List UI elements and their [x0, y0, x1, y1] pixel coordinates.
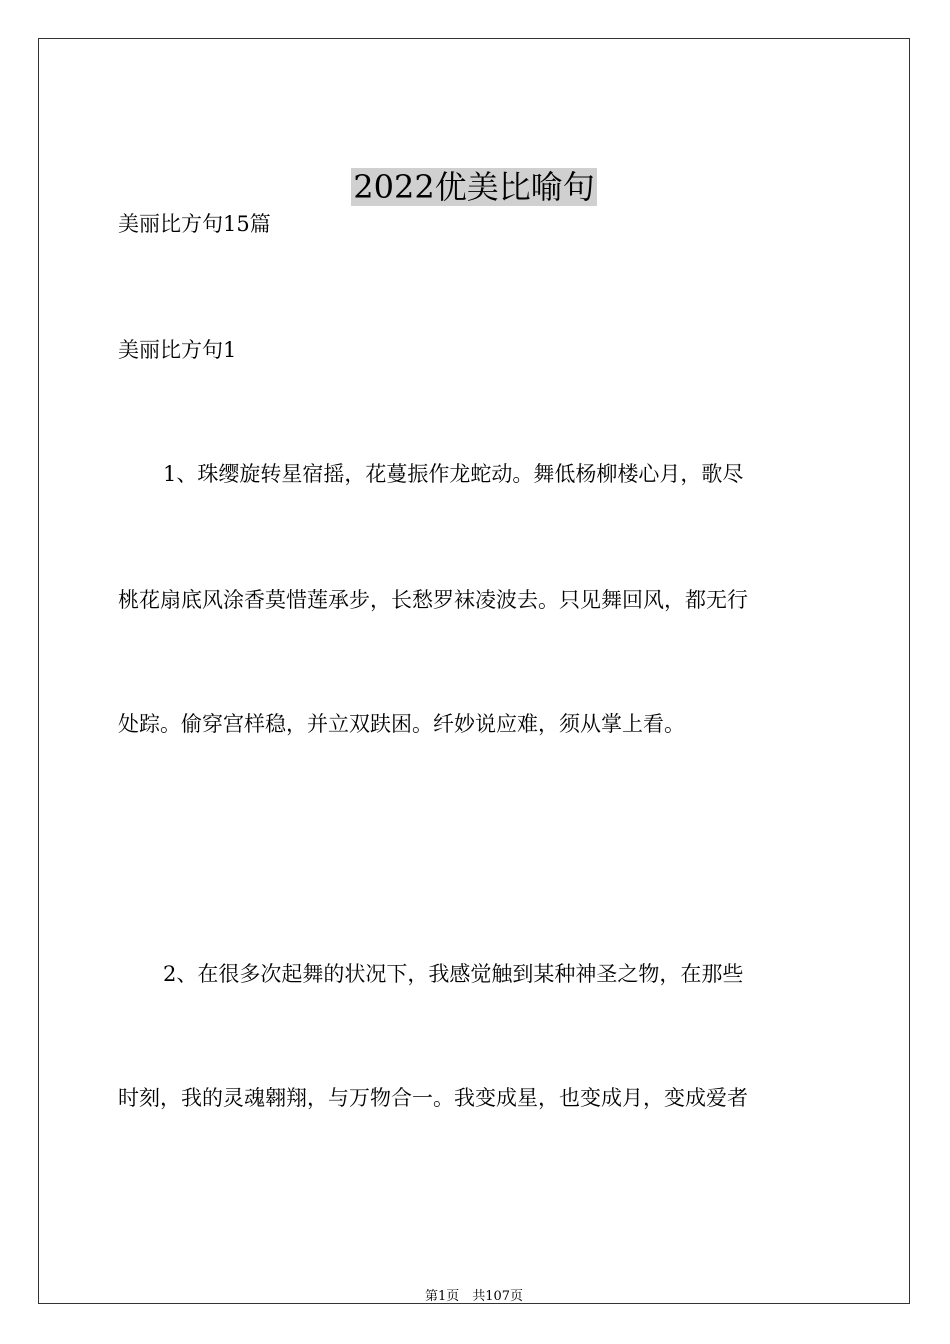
paragraph-line-2: 桃花扇底风涂香莫惜莲承步，长愁罗袜凌波去。只见舞回风，都无行 [118, 588, 748, 612]
document-title-text: 2022优美比喻句 [353, 168, 595, 206]
page-number-footer: 第1页 共107页 [424, 1289, 524, 1304]
document-title [39, 165, 909, 209]
paragraph-line-4: 2、在很多次起舞的状况下，我感觉触到某种神圣之物，在那些 [163, 962, 744, 986]
paragraph-line-3: 处踪。偷穿宫样稳，并立双趺困。纤妙说应难，须从掌上看。 [118, 712, 685, 736]
paragraph-line-1: 1、珠缨旋转星宿摇，花蔓振作龙蛇动。舞低杨柳楼心月，歌尽 [163, 462, 744, 486]
document-subtitle: 美丽比方句15篇 [118, 212, 271, 236]
section-heading: 美丽比方句1 [118, 338, 237, 362]
document-page [38, 38, 910, 1304]
paragraph-line-5: 时刻，我的灵魂翱翔，与万物合一。我变成星，也变成月，变成爱者 [118, 1086, 748, 1110]
